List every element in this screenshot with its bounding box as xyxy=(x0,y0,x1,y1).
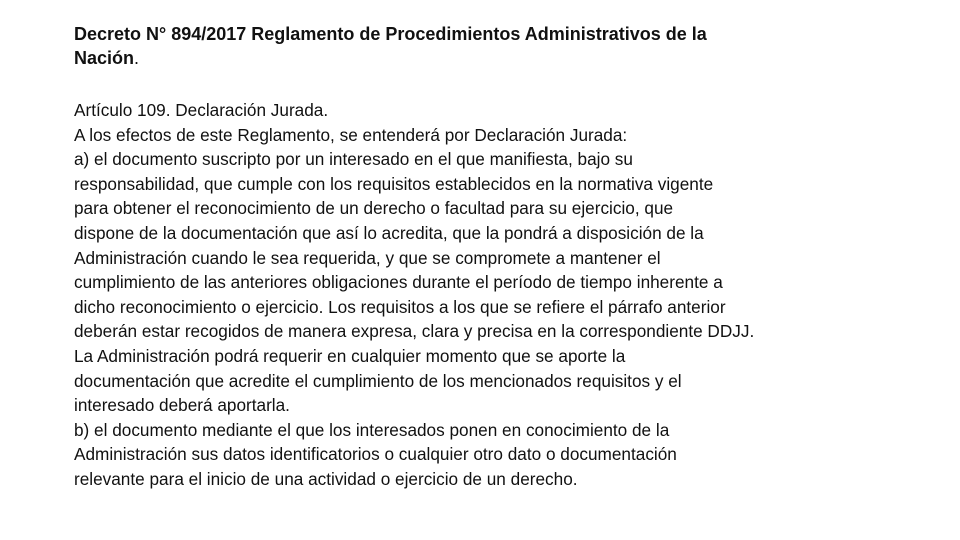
body-line: Administración cuando le sea requerida, y que se compromete a mantener el xyxy=(74,247,661,268)
title-line-2-tail: . xyxy=(134,48,140,68)
body-line: A los efectos de este Reglamento, se entenderá por Declaración Jurada: xyxy=(74,124,628,145)
body-line: cumplimiento de las anteriores obligaciones durante el período de tiempo inherente a xyxy=(74,272,723,293)
body-line: La Administración podrá requerir en cualquier momento que se aporte la xyxy=(74,345,626,366)
title-line-1: Decreto N° 894/2017 Reglamento de Procedimientos Administrativos de la xyxy=(74,24,707,44)
body-line: dicho reconocimiento o ejercicio. Los requisitos a los que se refiere el párrafo anterior xyxy=(74,296,726,317)
body-line: documentación que acredite el cumplimiento de los mencionados requisitos y el xyxy=(74,370,682,391)
body-line: Artículo 109. Declaración Jurada. xyxy=(74,100,329,120)
body-line: para obtener el reconocimiento de un derecho o facultad para su ejercicio, que xyxy=(74,198,674,219)
title-line-2-bold: Nación xyxy=(74,48,135,68)
document-title xyxy=(74,22,894,70)
body-line: Administración sus datos identificatorios o cualquier otro dato o documentación xyxy=(74,444,677,465)
body-line: relevante para el inicio de una actividad o ejercicio de un derecho. xyxy=(74,468,578,489)
body-line: a) el documento suscripto por un interesado en el que manifiesta, bajo su xyxy=(74,149,633,170)
body-line: dispone de la documentación que así lo acredita, que la pondrá a disposición de la xyxy=(74,222,704,243)
body-line: interesado deberá aportarla. xyxy=(74,395,290,416)
body-line: responsabilidad, que cumple con los requisitos establecidos en la normativa vigente xyxy=(74,173,714,194)
body-line: b) el documento mediante el que los interesados ponen en conocimiento de la xyxy=(74,419,670,440)
article-body xyxy=(74,98,934,492)
body-line: deberán estar recogidos de manera expresa, clara y precisa en la correspondiente DDJJ. xyxy=(74,321,755,342)
title-line-2 xyxy=(74,46,894,70)
